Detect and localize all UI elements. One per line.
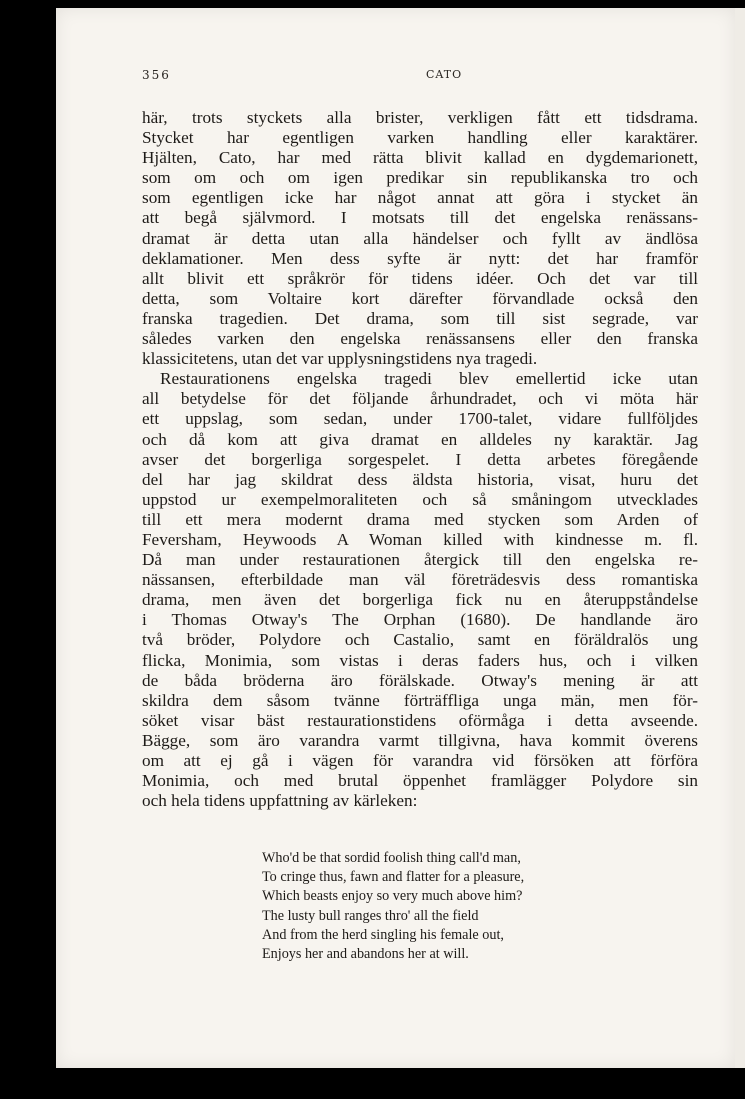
verse-line: And from the herd singling his female out, bbox=[262, 926, 504, 943]
verse-line: Who'd be that sordid foolish thing call'd man, bbox=[262, 850, 521, 866]
text-line: franska tragedien. Det drama, som till sist segrade, var bbox=[142, 308, 698, 328]
text-line: och hela tidens uppfattning av kärleken: bbox=[142, 791, 418, 811]
text-line: till ett mera modernt drama med stycken som Arden of bbox=[142, 509, 698, 529]
text-line: del har jag skildrat dess äldsta historia, visat, huru det bbox=[142, 469, 698, 489]
body-text bbox=[142, 108, 698, 811]
verse-line: The lusty bull ranges thro' all the field bbox=[262, 907, 479, 924]
text-line: all betydelse för det följande århundradet, och vi möta här bbox=[142, 389, 698, 409]
verse-quotation bbox=[262, 849, 662, 964]
text-line: Hjälten, Cato, har med rätta blivit kallad en dygdemarionett, bbox=[142, 148, 698, 168]
text-line: detta, som Voltaire kort därefter förvandlade också den bbox=[142, 288, 698, 308]
page-edge bbox=[735, 8, 745, 1068]
text-line: avser det borgerliga sorgespelet. I detta arbetes föregående bbox=[142, 449, 698, 469]
running-title: CATO bbox=[426, 68, 463, 81]
text-line: Feversham, Heywoods A Woman killed with kindnesse m. fl. bbox=[142, 529, 698, 549]
text-line: de båda bröderna äro förälskade. Otway's mening är att bbox=[142, 670, 698, 690]
text-line: två bröder, Polydore och Castalio, samt en föräldralös ung bbox=[142, 630, 698, 650]
text-line: Stycket har egentligen varken handling eller karaktärer. bbox=[142, 128, 698, 148]
text-line: här, trots styckets alla brister, verkligen fått ett tidsdrama. bbox=[142, 108, 698, 127]
verse-line: Which beasts enjoy so very much above him? bbox=[262, 888, 523, 905]
text-line: klassicitetens, utan det var upplysningstidens nya tragedi. bbox=[142, 349, 538, 369]
text-line: flicka, Monimia, som vistas i deras faders hus, och i vilken bbox=[142, 650, 698, 670]
text-line: Då man under restaurationen återgick till den engelska re- bbox=[142, 550, 698, 570]
page-header bbox=[142, 68, 602, 88]
text-line: som om och om igen predikar sin republikanska tro och bbox=[142, 168, 698, 188]
text-line: således varken den engelska renässansens eller den franska bbox=[142, 329, 698, 349]
page-number: 356 bbox=[142, 68, 171, 82]
text-line: i Thomas Otway's The Orphan (1680). De handlande äro bbox=[142, 610, 698, 630]
text-line: skildra dem såsom tvänne förträffliga unga män, men för- bbox=[142, 690, 698, 710]
paragraph-start-line: Restaurationens engelska tragedi blev emellertid icke utan bbox=[160, 369, 698, 389]
text-line: uppstod ur exempelmoraliteten och så småningom utvecklades bbox=[142, 489, 698, 509]
text-line: och då kom att giva dramat en alldeles ny karaktär. Jag bbox=[142, 429, 698, 449]
text-line: dramat är detta utan alla händelser och fyllt av ändlösa bbox=[142, 228, 698, 248]
text-line: allt blivit ett språkrör för tidens idéer. Och det var till bbox=[142, 268, 698, 288]
verse-line: To cringe thus, fawn and flatter for a pleasure, bbox=[262, 869, 525, 886]
text-line: Monimia, och med brutal öppenhet framlägger Polydore sin bbox=[142, 771, 698, 791]
text-line: deklamationer. Men dess syfte är nytt: det har framför bbox=[142, 248, 698, 268]
text-line: Bägge, som äro varandra varmt tillgivna, hava kommit överens bbox=[142, 730, 698, 750]
text-line: ett uppslag, som sedan, under 1700-talet, vidare fullföljdes bbox=[142, 409, 698, 429]
text-line: söket visar bäst restaurationstidens oförmåga i detta avseende. bbox=[142, 710, 698, 730]
text-line: nässansen, efterbildade man väl företrädesvis dess romantiska bbox=[142, 570, 698, 590]
text-line: som egentligen icke har något annat att göra i stycket än bbox=[142, 188, 698, 208]
text-line: att begå självmord. I motsats till det engelska renässans- bbox=[142, 208, 698, 228]
verse-line: Enjoys her and abandons her at will. bbox=[262, 945, 469, 962]
text-line: om att ej gå i vägen för varandra vid försöken att förföra bbox=[142, 751, 698, 770]
text-line: drama, men även det borgerliga fick nu en återuppståndelse bbox=[142, 590, 698, 610]
